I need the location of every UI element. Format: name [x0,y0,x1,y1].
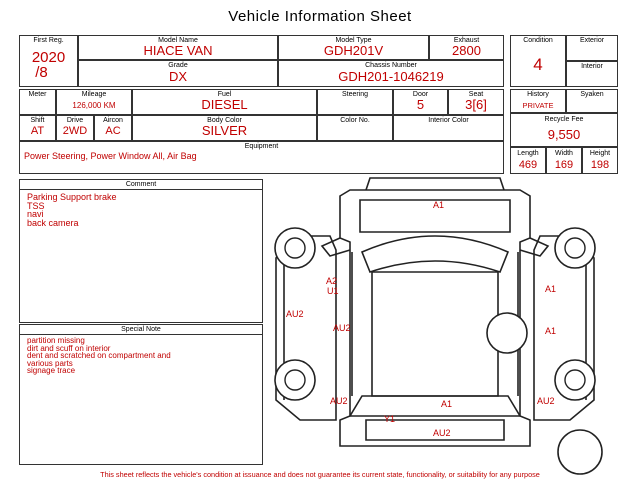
damage-mark: AU2 [330,396,348,406]
history-label: History [527,91,549,98]
seat-label: Seat [468,91,484,98]
sheet-title: Vehicle Information Sheet [228,8,412,25]
history-value: PRIVATE [522,101,554,110]
damage-mark: A1 [545,284,557,294]
model-type-value: GDH201V [323,43,384,58]
disclaimer-footer: This sheet reflects the vehicle's condition at issuance and does not guarantee its current state, functionality, or suitability for any purpose [100,470,540,479]
chassis-number-value: GDH201-1046219 [338,69,444,84]
damage-mark: AU2 [433,428,451,438]
damage-mark: AU2 [333,323,351,333]
damage-mark: AU2 [537,396,555,406]
comment-line: back camera [27,217,79,228]
comment-line: navi [27,209,44,219]
syaken-label: Syaken [580,91,604,98]
mileage-value: 126,000 KM [72,101,116,110]
shift-value: AT [30,125,45,137]
model-name-value: HIACE VAN [143,43,213,58]
recycle-fee-value: 9,550 [547,127,581,142]
interior-label: Interior [581,63,603,70]
special-note-label: Special Note [20,325,262,335]
aircon-value: AC [105,125,121,137]
wheel-front-left-icon [275,228,315,268]
equipment-value: Power Steering, Power Window All, Air Bag [24,151,197,161]
length-value: 469 [518,159,538,171]
body-color-label: Body Color [207,117,242,124]
model-type-label: Model Type [335,37,372,44]
first-reg-month: /8 [35,64,48,81]
recycle-fee-label: Recycle Fee [544,116,584,123]
exhaust-value: 2800 [452,43,481,58]
length-label: Length [517,150,539,157]
comment-line: TSS [27,200,45,211]
chassis-number-label: Chassis Number [365,62,417,69]
wheel-rear-left-icon [275,360,315,400]
fuel-label: Fuel [217,91,232,98]
model-name-label: Model Name [158,37,198,44]
condition-label: Condition [523,37,553,44]
damage-mark: AU2 [286,309,304,319]
drive-value: 2WD [62,125,88,137]
drive-label: Drive [66,117,84,124]
meter-label: Meter [28,91,47,98]
color-no-label: Color No. [340,117,370,124]
wheel-rear-right-icon [555,360,595,400]
seat-value: 3[6] [465,97,487,112]
special-note-line: dirt and scuff on interior [27,343,111,353]
damage-mark: A1 [545,326,557,336]
mileage-label: Mileage [81,91,107,98]
special-note-line: partition missing [27,336,85,345]
special-note-line: dent and scratched on compartment and [27,351,171,360]
damage-mark: A2 [326,276,338,286]
condition-value: 4 [533,55,543,74]
grade-value: DX [168,69,188,84]
height-value: 198 [590,159,610,171]
width-value: 169 [554,159,574,171]
height-label: Height [589,150,611,157]
exhaust-label: Exhaust [453,37,480,44]
spare-wheel-icon [558,430,602,474]
comment-line: Parking Support brake [27,192,117,202]
first-reg-year: 2020 [31,49,66,66]
special-note-line: signage trace [27,366,76,375]
width-label: Width [555,150,573,157]
damage-mark: Y1 [384,414,396,424]
exterior-label: Exterior [579,37,605,44]
door-label: Door [412,91,429,98]
wheel-front-right-icon [555,228,595,268]
wheel-side-right-icon [487,313,527,353]
damage-mark: A1 [441,399,453,409]
shift-label: Shift [30,117,45,124]
special-note-line: various parts [27,358,73,368]
first-reg-label: First Reg. [33,37,64,44]
interior-color-label: Interior Color [428,117,469,124]
fuel-value: DIESEL [201,97,248,112]
steering-label: Steering [341,91,369,98]
comment-label: Comment [20,180,262,190]
damage-mark: A1 [433,200,445,210]
aircon-label: Aircon [103,117,123,124]
door-value: 5 [416,97,425,112]
equipment-label: Equipment [244,143,279,150]
damage-mark: U1 [327,286,339,296]
body-color-value: SILVER [201,123,248,138]
grade-label: Grade [168,62,188,69]
